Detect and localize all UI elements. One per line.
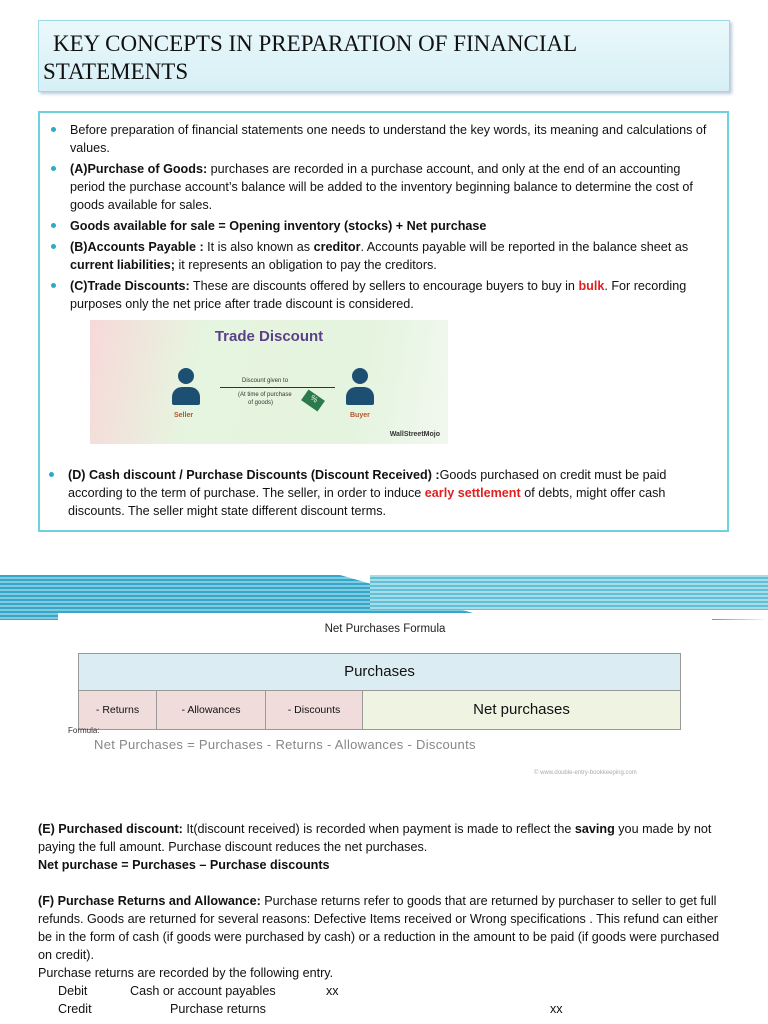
term: (A)Purchase of Goods:: [70, 162, 208, 176]
side: Debit: [58, 984, 88, 998]
amount: xx: [550, 1002, 563, 1016]
side: Credit: [58, 1002, 92, 1016]
seller-icon: [172, 368, 200, 408]
text: It is also known as: [203, 240, 314, 254]
text: you made by not paying the full amount. Purchase discount reduces the net purchases.: [38, 822, 712, 854]
text: . For recording purposes only the net price after trade discount is considered.: [70, 279, 687, 311]
slide-title-box: [38, 20, 730, 92]
bullet-goods-available: [48, 217, 713, 235]
entry-debit: [38, 982, 728, 1000]
highlight: bulk: [578, 279, 605, 293]
term: saving: [574, 822, 615, 836]
bullet-trade-discounts: [48, 277, 713, 313]
slide-title: KEY CONCEPTS IN PREPARATION OF FINANCIAL STATEMENTS: [43, 31, 577, 84]
purchases-cell: Purchases: [79, 654, 680, 691]
text: purchases are recorded in a purchase account, and only at the end of an accounting period the purchase account’s balance will be added to the inventory beginning balance to determine the cost of goods available for sales.: [70, 162, 693, 212]
highlight: early settlement: [424, 486, 521, 500]
amount: xx: [326, 984, 339, 998]
account: Purchase returns: [170, 1002, 266, 1016]
trade-discount-image: [90, 320, 448, 444]
account: Cash or account payables: [130, 984, 276, 998]
net-purchases-cell: Net purchases: [363, 691, 680, 729]
net-purchases-formula-image: [58, 613, 712, 798]
brand-logo: WallStreetMojo: [389, 431, 440, 438]
arrow-sublabel: of goods): [248, 400, 274, 406]
allowances-cell: - Allowances: [157, 691, 266, 729]
bullet-intro: Before preparation of financial statements one needs to understand the key words, its meaning and calculations of values.: [48, 121, 713, 157]
text: . Accounts payable will be reported in the balance sheet as: [360, 240, 689, 254]
term: (F) Purchase Returns and Allowance:: [38, 894, 261, 908]
copyright: © www.double-entry-bookkeeping.com: [534, 770, 637, 776]
purchase-returns-para: [38, 892, 728, 964]
term: (C)Trade Discounts:: [70, 279, 190, 293]
text: Goods purchased on credit must be paid according to the term of purchase. The seller, in order to induce: [68, 468, 667, 500]
term: (D) Cash discount / Purchase Discounts (Discount Received) :: [68, 468, 440, 482]
term: (E) Purchased discount:: [38, 822, 183, 836]
discounts-cell: - Discounts: [266, 691, 363, 729]
entry-intro: Purchase returns are recorded by the following entry.: [38, 966, 334, 980]
decorative-stripes: [370, 575, 768, 610]
slide2-text: [38, 820, 728, 1018]
bullet-accounts-payable: [48, 238, 713, 274]
entry-credit: [38, 1000, 728, 1018]
formula-title: Net Purchases Formula: [324, 623, 446, 635]
text: of debts, might offer cash discounts. The seller might state different discount terms.: [68, 486, 666, 518]
buyer-label: Buyer: [350, 412, 370, 419]
formula-table: [78, 653, 681, 730]
formula-text: Net Purchases = Purchases - Returns - Allowances - Discounts: [94, 737, 476, 752]
text: It(discount received) is recorded when payment is made to reflect the: [182, 822, 575, 836]
net-purchase-formula: Net purchase = Purchases – Purchase discounts: [38, 858, 330, 872]
purchased-discount-para: [38, 820, 728, 856]
text: Purchase returns refer to goods that are returned by purchaser to seller to get full refunds. Goods are returned for several reasons: Defective Items received or Wrong specifications . This refund can either be in the form of cash (if goods were purchased by cash) or a reduction in the amount to be paid (if goods were purchased on credit).: [38, 894, 720, 962]
formula-label: Formula:: [68, 726, 100, 735]
seller-label: Seller: [174, 412, 194, 419]
term: creditor: [313, 240, 361, 254]
bullet-list-2: [46, 466, 718, 523]
term: (B)Accounts Payable :: [70, 240, 204, 254]
buyer-icon: [346, 368, 374, 408]
price-tag-icon: %: [301, 389, 325, 411]
arrow-sublabel: (At time of purchase: [238, 392, 292, 398]
formula: Goods available for sale = Opening inventory (stocks) + Net purchase: [70, 219, 487, 233]
returns-cell: - Returns: [79, 691, 157, 729]
arrow-label: Discount given to: [242, 378, 289, 384]
term: current liabilities;: [70, 258, 175, 272]
bullet-purchase-goods: [48, 160, 713, 214]
image-title: Trade Discount: [214, 328, 324, 345]
text: it represents an obligation to pay the creditors.: [174, 258, 437, 272]
bullet-cash-discount: [46, 466, 718, 520]
text: These are discounts offered by sellers to encourage buyers to buy in: [189, 279, 579, 293]
arrow-icon: [220, 387, 335, 388]
